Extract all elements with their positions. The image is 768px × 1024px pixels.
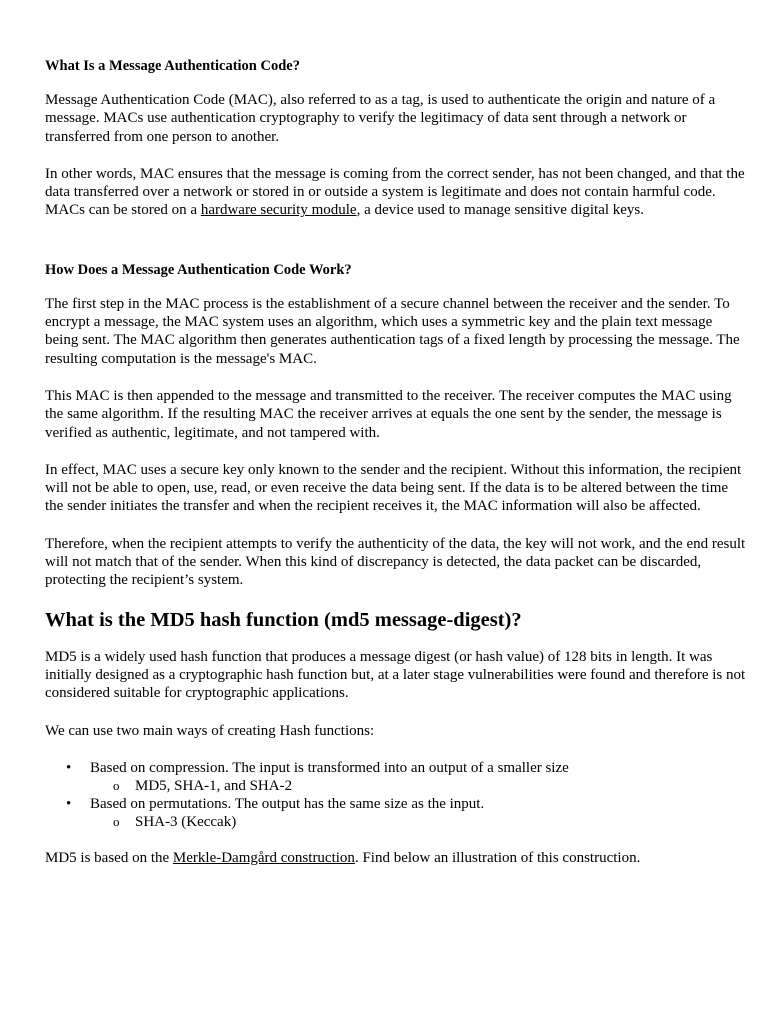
merkle-damgard-link[interactable]: Merkle-Damgård construction <box>172 849 355 866</box>
sub-list <box>90 813 746 831</box>
merkle-damgard-paragraph <box>45 849 746 867</box>
sub-list-item <box>90 777 746 795</box>
mac-process-paragraph: The first step in the MAC process is the establishment of a secure channel between the receiver and the sender. To encrypt a message, the MAC system uses an algorithm, which uses a symmetric key and the plain text message being sent. The MAC algorithm then generates authentication tags of a fixed length by processing the message. The resulting computation is the message's MAC. <box>45 295 740 367</box>
md5-heading: What is the MD5 hash function (md5 message-digest)? <box>45 608 522 631</box>
sub-list-item-text: SHA-3 (Keccak) <box>135 813 237 830</box>
sub-list <box>90 777 746 795</box>
hash-methods-list <box>45 759 746 831</box>
mac-heading: What Is a Message Authentication Code? <box>45 58 300 74</box>
mac-purpose-text: In other words, MAC ensures that the message is coming from the correct sender, has not been changed, and that the data transferred over a network or stored in or outside a system is legitimate and does not contain harmful code. MACs can be stored on a <box>45 165 745 219</box>
list-item <box>45 795 746 831</box>
sub-list-item-text: MD5, SHA-1, and SHA-2 <box>135 777 293 794</box>
bullet-dot: • <box>66 795 72 812</box>
merkle-text-end: . Find below an illustration of this construction. <box>354 849 641 866</box>
merkle-text: MD5 is based on the <box>45 849 173 866</box>
mac-work-heading: How Does a Message Authentication Code Work? <box>45 261 352 278</box>
hardware-security-module-link[interactable]: hardware security module <box>200 202 357 219</box>
mac-verification-paragraph: This MAC is then appended to the message and transmitted to the receiver. The receiver computes the MAC using the same algorithm. If the resulting MAC the receiver arrives at equals the one sent by the sender, the message is verified as authentic, legitimate, and not tampered with. <box>45 387 732 441</box>
md5-definition-paragraph: MD5 is a widely used hash function that produces a message digest (or hash value) of 128 bits in length. It was initially designed as a cryptographic hash function but, at a later stage vulnerabilities were found and therefore is not considered suitable for cryptographic applications. <box>45 648 746 702</box>
list-item <box>45 759 746 795</box>
sub-bullet: o <box>113 813 120 829</box>
list-item-text: Based on permutations. The output has the same size as the input. <box>90 795 485 812</box>
bullet-dot: • <box>66 759 72 776</box>
list-item-text: Based on compression. The input is transformed into an output of a smaller size <box>90 759 569 776</box>
sub-list-item <box>90 813 746 831</box>
mac-purpose-paragraph <box>45 165 746 220</box>
sub-bullet: o <box>113 777 120 793</box>
mac-discrepancy-paragraph: Therefore, when the recipient attempts to verify the authenticity of the data, the key will not work, and the end result will not match that of the sender. When this kind of discrepancy is detected, the data packet can be discarded, protecting the recipient’s system. <box>45 535 746 589</box>
mac-purpose-text-end: , a device used to manage sensitive digital keys. <box>356 202 645 219</box>
mac-definition-paragraph: Message Authentication Code (MAC), also referred to as a tag, is used to authenticate the origin and nature of a message. MACs use authentication cryptography to verify the legitimacy of data sent through a network or transferred from one person to another. <box>45 92 716 145</box>
mac-secure-key-paragraph: In effect, MAC uses a secure key only known to the sender and the recipient. Without this information, the recipient will not be able to open, use, read, or even receive the data being sent. If the data is to be altered between the time the sender initiates the transfer and when the recipient receives it, the MAC information will also be affected. <box>45 461 742 515</box>
hash-ways-paragraph: We can use two main ways of creating Hash functions: <box>45 722 375 739</box>
